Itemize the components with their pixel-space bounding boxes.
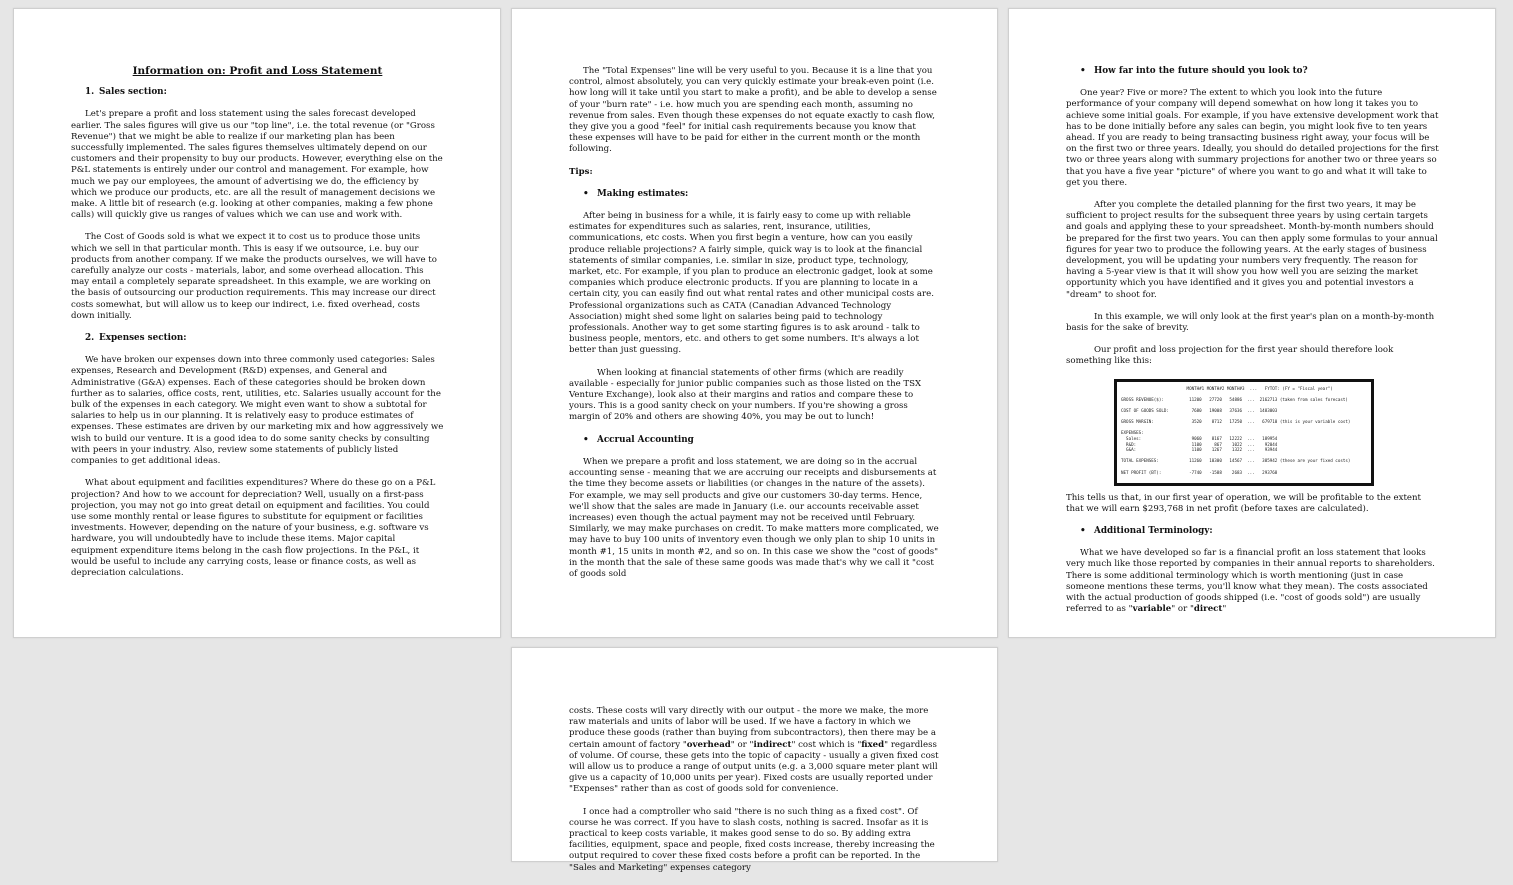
bold-term: fixed xyxy=(861,739,885,750)
text-run: What we have developed so far is a financial profit an loss statement that looks very much like those reported by companies in their annual reports to shareholders. There is some additional terminology which is worth mentioning (just in case someone mentions these terms, you'll know what they mean). The costs associated with the actual production of goods shipped (i.e. "cost of goods sold") are usually referred to as " xyxy=(1066,548,1435,615)
table-line: G&A: 1100 1267 1322 ... 93944 xyxy=(1121,447,1278,453)
section-heading-text: Expenses section: xyxy=(99,333,187,344)
paragraph: The "Total Expenses" line will be very useful to you. Because it is a line that you control, almost absolutely, you can very quickly estimate your break-even point (i.e. how long will it take until you start to make a profit), and be able to develop a sense of your "burn rate" - i.e. how much you are spending each month, assuming no revenue from sales. Even though these expenses do not equate exactly to cash flow, they give you a good "feel" for initial cash requirements because you know that these expenses will have to be paid for either in the current month or the month following. xyxy=(569,66,937,155)
bullet-heading-making-estimates xyxy=(583,189,941,200)
page-4-content xyxy=(569,706,941,885)
table-line: R&D: 1100 867 1022 ... 92044 xyxy=(1121,441,1278,447)
bullet-text: Additional Terminology: xyxy=(1094,526,1213,537)
bullet-text: Accrual Accounting xyxy=(597,434,694,445)
bullet-text: How far into the future should you look to? xyxy=(1094,66,1308,76)
paragraph: We have broken our expenses down into three commonly used categories: Sales expenses, Research and Development (R&D) expenses, and General and Administrative (G&A) expenses. Each of these categories should be broken down further as to salaries, office costs, rent, utilities, etc. Salaries usually account for the bulk of the expenses in each category. We might even want to show a subtotal for salaries to help us in our planning. It is relatively easy to produce estimates of expenses. These estimates are driven by our marketing mix and how aggressively we wish to build our venture. It is a good idea to do some sanity checks by consulting with peers in your industry. Also, review some statements of publicly listed companies to get additional ideas. xyxy=(71,355,444,467)
paragraph: Let's prepare a profit and loss statement using the sales forecast developed earlier. The sales figures will give us our "top line", i.e. the total revenue (or "Gross Revenue") that we might be able to realize if our marketing plan has been successfully implemented. The sales figures themselves ultimately depend on our customers and their propensity to buy our products. However, everything else on the P&L statements is entirely under our control and management. For example, how much we pay our employees, the amount of advertising we do, the efficiency by which we produce our products, etc. are all the result of management decisions we make. A little bit of research (e.g. looking at other companies, making a few phone calls) will quickly give us ranges of values which we can use and work with. xyxy=(71,109,443,221)
bullet-icon: • xyxy=(583,434,589,445)
bold-term: overhead xyxy=(686,739,731,750)
section-number: 2. xyxy=(85,333,95,344)
paragraph: When we prepare a profit and loss statement, we are doing so in the accrual accounting sense - meaning that we are accruing our receipts and disbursements at the time they become assets or liabilities (or changes in the nature of the assets). For example, we may sell products and give our customers 30-day terms. Hence, we'll show that the sales are made in January (i.e. our accounts receivable asset increases) even though the actual payment may not be received until February. Similarly, we may make purchases on credit. To make matters more complicated, we may have to buy 100 units of inventory even though we only plan to ship 10 units in month #1, 15 units in month #2, and so on. In this case we show the "cost of goods" in the month that the sale of these same goods was made that's why we call it "cost of goods sold xyxy=(569,456,939,579)
page-1-content xyxy=(71,66,444,590)
text-run: " cost which is " xyxy=(791,739,862,750)
text-run: " xyxy=(1222,604,1227,615)
paragraph xyxy=(569,706,941,796)
bold-term: indirect xyxy=(753,739,792,750)
paragraph: This tells us that, in our first year of operation, we will be profitable to the extent that we will earn $293,768 in net profit (before taxes are calculated). xyxy=(1066,492,1422,514)
profit-loss-table-image xyxy=(1114,379,1374,486)
page-2-content xyxy=(569,66,941,591)
document-page-3 xyxy=(1008,8,1496,638)
table-line: GROSS REVENUE($): 11200 27720 54886 ... 2162713 (taken from sales forecast) xyxy=(1121,396,1348,402)
table-line: COST OF GOODS SOLD: 7680 19008 37636 ... 1483003 xyxy=(1121,408,1278,414)
bullet-heading-future xyxy=(1080,66,1439,77)
section-heading-expenses xyxy=(85,333,444,344)
paragraph: When looking at financial statements of other firms (which are readily available - especially for junior public companies such as those listed on the TSX Venture Exchange), look also at their margins and ratios and compare these to yours. This is a good sanity check on your numbers. If you're showing a gross margin of 20% and others are showing 40%, you may be out to lunch! xyxy=(569,367,922,423)
section-heading-text: Sales section: xyxy=(99,87,167,98)
bullet-heading-accrual-accounting xyxy=(583,435,941,446)
bullet-heading-terminology xyxy=(1080,526,1439,537)
document-title: Information on: Profit and Loss Statement xyxy=(132,65,383,77)
paragraph: The Cost of Goods sold is what we expect it to cost us to produce those units which we sell in that particular month. This is easy if we outsource, i.e. buy our products from another company. If we make the products ourselves, we will have to carefully analyze our costs - materials, labor, and some overhead allocation. This may entail a completely separate spreadsheet. In this example, we are working on the basis of outsourcing our production requirements. This may increase our direct costs somewhat, but will allow us to keep our indirect, i.e. fixed overhead, costs down initially. xyxy=(71,232,437,321)
table-line: MONTH#1 MONTH#2 MONTH#3 ... FYTOT: (FY = "Fiscal year") xyxy=(1121,385,1333,391)
bold-term: direct xyxy=(1193,604,1223,615)
document-page-2 xyxy=(511,8,998,638)
paragraph: One year? Five or more? The extent to which you look into the future performance of your company will depend somewhat on how long it takes you to achieve some initial goals. For example, if you have extensive development work that has to be done initially before any sales can begin, you might look five to ten years ahead. If you are ready to being transacting business right away, your focus will be on the first two or three years. Ideally, you should do detailed projections for the first two or three years along with summary projections for another two or three years so that you have a five year "picture" of where you want to go and what it will take to get you there. xyxy=(1066,88,1439,188)
paragraph: I once had a comptroller who said "there is no such thing as a fixed cost". Of course he was correct. If you have to slash costs, nothing is sacred. Insofar as it is practical to keep costs variable, it makes good sense to do so. By adding extra facilities, equipment, space and people, fixed costs increase, thereby increasing the output required to cover these fixed costs before a profit can be reported. In the "Sales and Marketing" expenses category xyxy=(569,806,935,873)
text-run: " or " xyxy=(1171,604,1194,615)
table-line: TOTAL EXPENSES: 11260 10300 14567 ... 385942 (these are your fixed costs) xyxy=(1121,458,1351,464)
table-line: GROSS MARGIN: 3520 8712 17250 ... 679710 (this is your variable cost) xyxy=(1121,419,1351,425)
section-heading-sales xyxy=(85,87,444,98)
paragraph: What about equipment and facilities expenditures? Where do these go on a P&L projection? And how to we account for depreciation? Well, usually on a first-pass projection, you may not go into great detail on equipment and facilities. You could use some monthly rental or lease figures to substitute for equipment or facilities investments. However, depending on the nature of your business, e.g. software vs hardware, you will undoubtedly have to include these items. Major capital equipment expenditure items belong in the cash flow projections. In the P&L, it would be useful to include any carrying costs, lease or finance costs, as well as depreciation calculations. xyxy=(71,478,436,578)
table-line: Sales: 9060 8167 12222 ... 189954 xyxy=(1121,436,1278,442)
bullet-icon: • xyxy=(583,188,589,199)
paragraph: Our profit and loss projection for the first year should therefore look something like this: xyxy=(1066,345,1394,367)
page-3-content xyxy=(1066,66,1439,627)
table-line: EXPENSES: xyxy=(1121,430,1144,436)
document-page-4 xyxy=(511,647,998,873)
paragraph: After you complete the detailed planning for the first two years, it may be sufficient to project results for the subsequent three years by using certain targets and goals and applying these to your spreadsheet. Month-by-month numbers should be prepared for the first two years. You can then apply some formulas to your annual figures for year two to produce the following years. At the early stages of business development, you will be updating your numbers very frequently. The reason for having a 5-year view is that it will show you how well you are seizing the market opportunity which you have identified and it gives you and potential investors a "dream" to shoot for. xyxy=(1066,200,1438,300)
bullet-icon: • xyxy=(1080,526,1086,537)
section-number: 1. xyxy=(85,87,95,98)
bullet-text: Making estimates: xyxy=(597,188,689,199)
paragraph: After being in business for a while, it is fairly easy to come up with reliable estimates for expenditures such as salaries, rent, insurance, utilities, communications, etc costs. When you first begin a venture, how can you easily produce reliable projections? A fairly simple, quick way is to look at the financial statements of similar companies, i.e. similar in size, product type, technology, market, etc. For example, if you plan to produce an electronic gadget, look at some companies which produce electronic products. If you are planning to locate in a certain city, you can easily find out what rental rates and other municipal costs are. Professional organizations such as CATA (Canadian Advanced Technology Association) might shed some light on salaries being paid to technology professionals. Another way to get some starting figures is to ask around - talk to business people, mentors, etc. and others to get some numbers. It's always a lot better than just guessing. xyxy=(569,211,934,356)
bullet-icon: • xyxy=(1080,66,1086,76)
bold-term: variable xyxy=(1132,604,1172,615)
text-run: costs. These costs will vary directly with our output - the more we make, the more raw materials and units of labor will be used. If we have a factory in which we produce these goods (rather than buying from subcontractors), then there may be a certain amount of factory " xyxy=(569,706,936,750)
table-line: NET PROFIT (BT): -7740 -1588 2683 ... 293768 xyxy=(1121,469,1278,475)
paragraph: In this example, we will only look at the first year's plan on a month-by-month basis for the sake of brevity. xyxy=(1066,311,1435,334)
text-run: " regardless of volume. Of course, these gets into the topic of capacity - usually a given fixed cost will allow us to produce a range of output units (e.g. a 3,000 square meter plant will give us a capacity of 10,000 units per year). Fixed costs are usually reported under "Expenses" rather than as cost of goods sold for convenience. xyxy=(569,739,939,795)
text-run: " or " xyxy=(730,739,754,750)
paragraph xyxy=(1066,548,1439,615)
document-page-1 xyxy=(13,8,501,638)
tips-heading: Tips: xyxy=(569,166,593,177)
